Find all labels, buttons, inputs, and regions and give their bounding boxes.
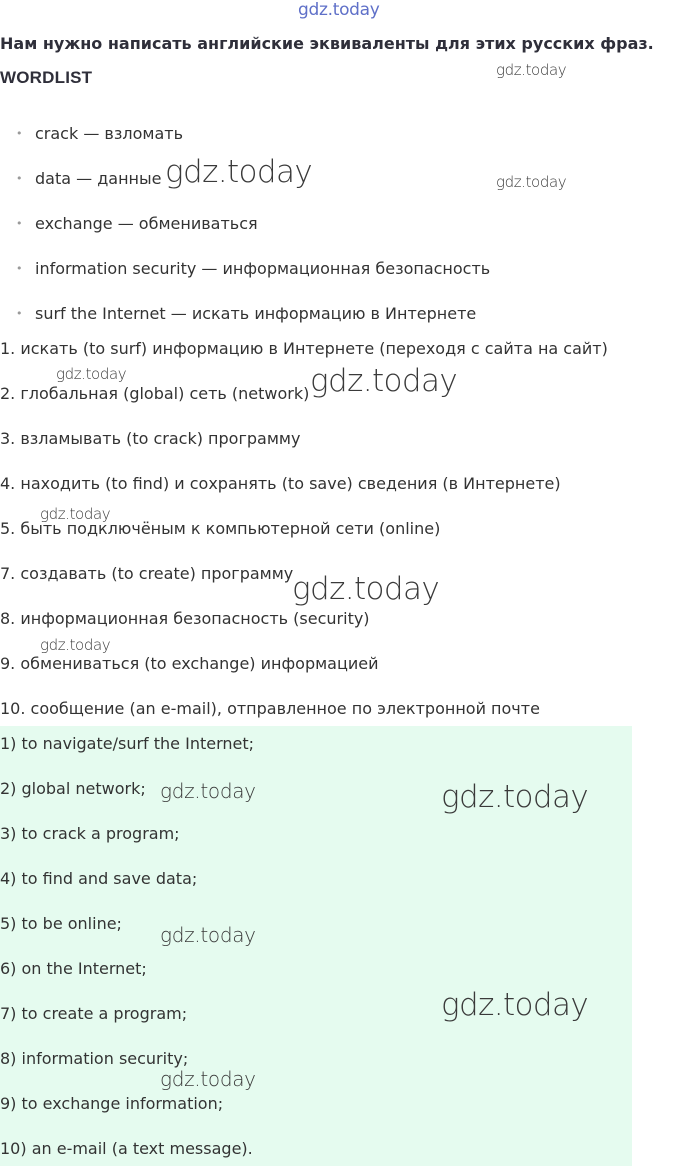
watermark: gdz.today xyxy=(165,154,313,190)
wordlist-item-text: surf the Internet — искать информацию в Интернете xyxy=(35,304,477,323)
exercise-item: 10. сообщение (an e-mail), отправленное по электронной почте xyxy=(0,699,540,718)
bullet-icon: • xyxy=(16,127,23,140)
watermark: gdz.today xyxy=(441,779,589,815)
site-link[interactable]: gdz.today xyxy=(298,0,380,20)
watermark: gdz.today xyxy=(56,365,127,383)
exercise-item: 4. находить (to find) и сохранять (to save) сведения (в Интернете) xyxy=(0,474,561,493)
wordlist-item-text: exchange — обмениваться xyxy=(35,214,258,233)
answer-item: 10) an e-mail (a text message). xyxy=(0,1139,253,1158)
watermark: gdz.today xyxy=(441,987,589,1023)
wordlist-item xyxy=(16,304,476,323)
answer-item: 1) to navigate/surf the Internet; xyxy=(0,734,255,753)
exercise-item: 5. быть подключёным к компьютерной сети (online) xyxy=(0,519,441,538)
watermark: gdz.today xyxy=(160,779,256,803)
wordlist-item xyxy=(16,259,490,278)
answer-item: 3) to crack a program; xyxy=(0,824,180,843)
wordlist-item-text: data — данные xyxy=(35,169,162,188)
wordlist-item xyxy=(16,214,258,233)
exercise-item: 2. глобальная (global) сеть (network) xyxy=(0,384,310,403)
bullet-icon: • xyxy=(16,217,23,230)
watermark: gdz.today xyxy=(292,571,440,607)
answer-item: 7) to create a program; xyxy=(0,1004,188,1023)
wordlist-item xyxy=(16,169,161,188)
wordlist-title: WORDLIST xyxy=(0,68,93,87)
watermark: gdz.today xyxy=(310,363,458,399)
answer-item: 2) global network; xyxy=(0,779,146,798)
exercise-item: 8. информационная безопасность (security) xyxy=(0,609,370,628)
wordlist-item xyxy=(16,124,183,143)
watermark: gdz.today xyxy=(40,505,111,523)
wordlist-item-text: crack — взломать xyxy=(35,124,183,143)
answer-item: 4) to find and save data; xyxy=(0,869,198,888)
answer-item: 8) information security; xyxy=(0,1049,189,1068)
watermark: gdz.today xyxy=(160,923,256,947)
watermark: gdz.today xyxy=(40,636,111,654)
watermark: gdz.today xyxy=(496,61,567,79)
bullet-icon: • xyxy=(16,262,23,275)
exercise-item: 7. создавать (to create) программу xyxy=(0,564,294,583)
exercise-item: 1. искать (to surf) информацию в Интернете (переходя с сайта на сайт) xyxy=(0,339,608,358)
exercise-item: 9. обмениваться (to exchange) информацией xyxy=(0,654,379,673)
bullet-icon: • xyxy=(16,307,23,320)
watermark: gdz.today xyxy=(496,173,567,191)
exercise-item: 3. взламывать (to crack) программу xyxy=(0,429,301,448)
watermark: gdz.today xyxy=(160,1067,256,1091)
answer-item: 9) to exchange information; xyxy=(0,1094,224,1113)
wordlist-item-text: information security — информационная безопасность xyxy=(35,259,491,278)
answer-item: 6) on the Internet; xyxy=(0,959,147,978)
bullet-icon: • xyxy=(16,172,23,185)
answer-item: 5) to be online; xyxy=(0,914,122,933)
task-heading: Нам нужно написать английские эквиваленты для этих русских фраз. xyxy=(0,34,654,53)
